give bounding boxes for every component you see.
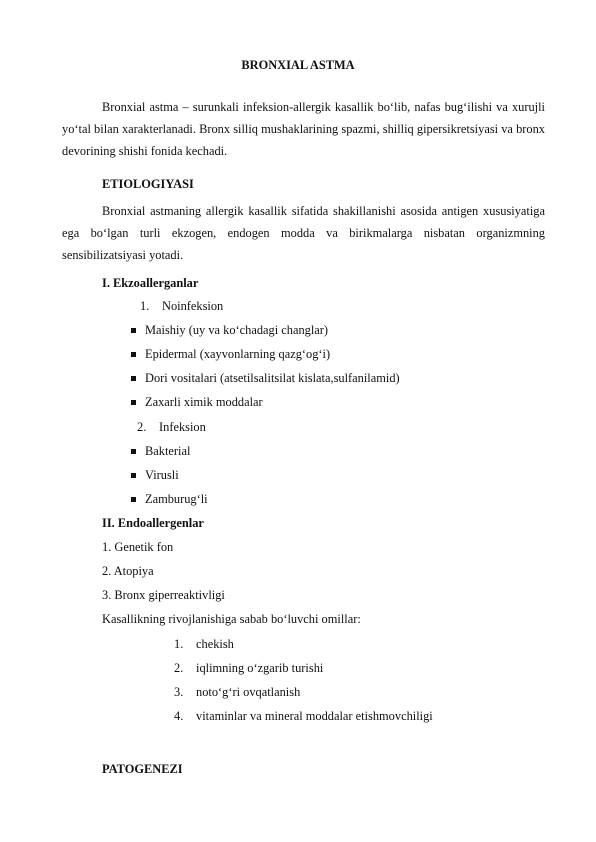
factors-heading: Kasallikning rivojlanishiga sabab bo‘luvchi omillar: xyxy=(102,612,361,626)
exo-group-infectious xyxy=(137,416,206,438)
factor-number: 4. xyxy=(174,709,184,723)
factor-text: chekish xyxy=(196,637,234,651)
factor-item xyxy=(174,657,323,679)
list-item: Maishiy (uy va ko‘chadagi changlar) xyxy=(131,319,328,341)
list-item: 2. Atopiya xyxy=(102,564,154,578)
group-number: 1. xyxy=(140,299,150,313)
exo-group-noninfectious xyxy=(140,295,223,317)
pathogenesis-heading: PATOGENEZI xyxy=(102,762,183,776)
list-item: Zamburug‘li xyxy=(131,488,208,510)
intro-paragraph: Bronxial astma – surunkali infeksion-allergik kasallik bo‘lib, nafas bug‘ilishi va xurujli yo‘tal bilan xarakterlanadi. Bronx silliq mushaklarining spazmi, shilliq gipersikretsiyasi va bronx devorining shishi fonida kechadi. xyxy=(62,100,545,158)
factor-item xyxy=(174,705,433,727)
factor-number: 1. xyxy=(174,637,184,651)
factor-text: vitaminlar va mineral moddalar etishmovchiligi xyxy=(196,709,433,723)
list-item: Epidermal (xayvonlarning qazg‘og‘i) xyxy=(131,343,330,365)
factor-text: iqlimning o‘zgarib turishi xyxy=(196,661,324,675)
factor-item xyxy=(174,633,234,655)
list-item: Virusli xyxy=(131,464,179,486)
list-item: 1. Genetik fon xyxy=(102,540,174,554)
exoallergen-heading: I. Ekzoallerganlar xyxy=(102,276,199,290)
list-item: Bakterial xyxy=(131,440,190,462)
factor-number: 2. xyxy=(174,661,184,675)
list-item: 3. Bronx giperreaktivligi xyxy=(102,588,225,602)
document-title: BRONXIAL ASTMA xyxy=(241,58,355,72)
etiology-paragraph: Bronxial astmaning allergik kasallik sifatida shakillanishi asosida antigen xususiyatiga ega bo‘lgan turli ekzogen, endogen modda va birikmalarga nisbatan organizmning sensibilizatsiyasi yotadi. xyxy=(62,204,545,262)
group-label: Noinfeksion xyxy=(162,299,224,313)
endoallergen-heading: II. Endoallergenlar xyxy=(102,516,204,530)
factor-item xyxy=(174,681,300,703)
factor-number: 3. xyxy=(174,685,184,699)
group-label: Infeksion xyxy=(159,420,206,434)
group-number: 2. xyxy=(137,420,147,434)
list-item: Zaxarli ximik moddalar xyxy=(131,391,263,413)
etiology-heading: ETIOLOGIYASI xyxy=(102,177,194,191)
factor-text: noto‘g‘ri ovqatlanish xyxy=(196,685,301,699)
list-item: Dori vositalari (atsetilsalitsilat kislata,sulfanilamid) xyxy=(131,367,400,389)
